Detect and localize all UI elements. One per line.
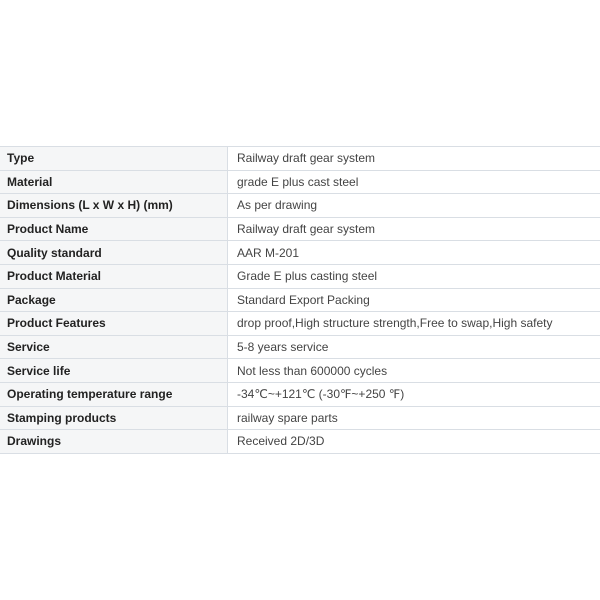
spec-row-service	[0, 335, 600, 359]
spec-label: Package	[0, 288, 228, 312]
spec-value: Standard Export Packing	[228, 288, 600, 312]
spec-value: Railway draft gear system	[228, 147, 600, 171]
spec-row-operating-temperature	[0, 382, 600, 406]
spec-row-stamping-products	[0, 406, 600, 430]
spec-row-product-name	[0, 217, 600, 241]
spec-row-product-features	[0, 312, 600, 336]
spec-label: Product Material	[0, 264, 228, 288]
spec-label: Stamping products	[0, 406, 228, 430]
spec-row-quality-standard	[0, 241, 600, 265]
spec-label: Quality standard	[0, 241, 228, 265]
spec-label: Product Name	[0, 217, 228, 241]
spec-label: Service	[0, 335, 228, 359]
product-spec-table	[0, 146, 600, 454]
spec-label: Drawings	[0, 430, 228, 454]
spec-value: railway spare parts	[228, 406, 600, 430]
spec-value: grade E plus cast steel	[228, 170, 600, 194]
spec-label: Dimensions (L x W x H) (mm)	[0, 194, 228, 218]
spec-value: As per drawing	[228, 194, 600, 218]
spec-row-material	[0, 170, 600, 194]
spec-label: Material	[0, 170, 228, 194]
spec-row-package	[0, 288, 600, 312]
spec-value: Railway draft gear system	[228, 217, 600, 241]
spec-value: 5-8 years service	[228, 335, 600, 359]
spec-label: Product Features	[0, 312, 228, 336]
spec-value: drop proof,High structure strength,Free to swap,High safety	[228, 312, 600, 336]
spec-row-dimensions	[0, 194, 600, 218]
spec-value: Received 2D/3D	[228, 430, 600, 454]
spec-label: Service life	[0, 359, 228, 383]
spec-value: -34℃~+121℃ (-30℉~+250 ℉)	[228, 382, 600, 406]
spec-value: Not less than 600000 cycles	[228, 359, 600, 383]
spec-label: Type	[0, 147, 228, 171]
spec-value: Grade E plus casting steel	[228, 264, 600, 288]
spec-row-service-life	[0, 359, 600, 383]
spec-row-drawings	[0, 430, 600, 454]
spec-row-product-material	[0, 264, 600, 288]
spec-label: Operating temperature range	[0, 382, 228, 406]
spec-value: AAR M-201	[228, 241, 600, 265]
spec-row-type	[0, 147, 600, 171]
